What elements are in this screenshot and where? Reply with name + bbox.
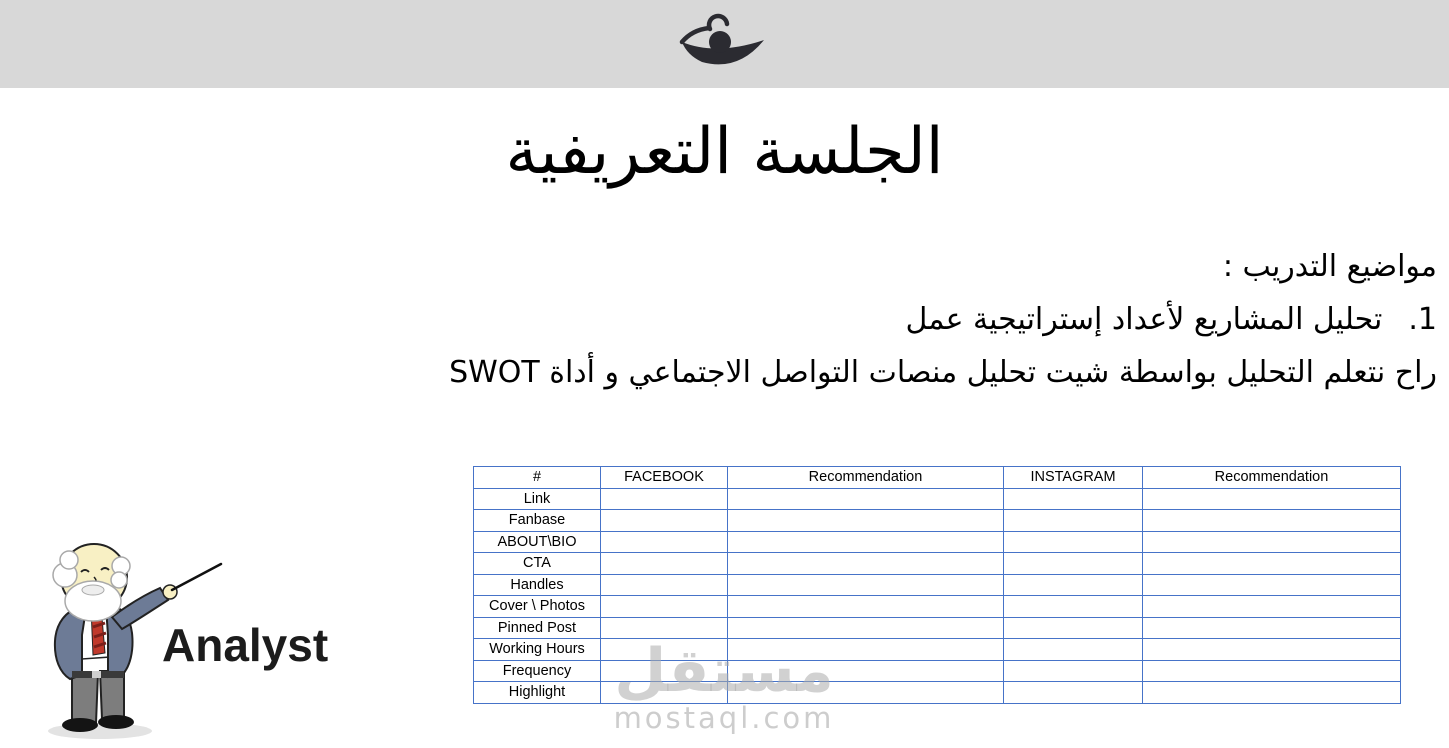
table-cell [601, 531, 728, 553]
table-cell [601, 617, 728, 639]
topics-heading: مواضيع التدريب : [1222, 249, 1437, 284]
table-cell [1143, 553, 1401, 575]
table-cell [601, 660, 728, 682]
table-row [474, 596, 1401, 618]
watermark-arabic: مستقل [614, 636, 834, 706]
column-header-recommendation-2: Recommendation [1143, 467, 1401, 489]
row-label: Link [474, 488, 601, 510]
table-row [474, 510, 1401, 532]
table-cell [1143, 639, 1401, 661]
row-label: Working Hours [474, 639, 601, 661]
table-cell [728, 553, 1004, 575]
row-label: Handles [474, 574, 601, 596]
table-cell [1143, 682, 1401, 704]
table-cell [1004, 682, 1143, 704]
row-label: CTA [474, 553, 601, 575]
row-label: Fanbase [474, 510, 601, 532]
page-title: الجلسة التعريفية [505, 115, 944, 189]
table-cell [601, 553, 728, 575]
eye-logo-icon [676, 6, 776, 78]
table-cell [601, 682, 728, 704]
table-row [474, 488, 1401, 510]
topic-text: تحليل المشاريع لأعداد إستراتيجية عمل [905, 302, 1383, 337]
table-cell [728, 617, 1004, 639]
column-header-facebook: FACEBOOK [601, 467, 728, 489]
analysis-sheet-table [473, 466, 1401, 704]
topic-number: 1. [1408, 302, 1437, 337]
table-cell [1143, 596, 1401, 618]
table-cell [1004, 660, 1143, 682]
table-cell [1004, 488, 1143, 510]
table-cell [1004, 531, 1143, 553]
table-cell [1143, 510, 1401, 532]
table-cell [1143, 488, 1401, 510]
table-cell [728, 488, 1004, 510]
table-cell [1004, 574, 1143, 596]
row-label: Highlight [474, 682, 601, 704]
topic-detail: راح نتعلم التحليل بواسطة شيت تحليل منصات التواصل الاجتماعي و أداة SWOT [449, 355, 1437, 390]
row-label: Pinned Post [474, 617, 601, 639]
table-row [474, 682, 1401, 704]
table-cell [1004, 553, 1143, 575]
table-cell [601, 510, 728, 532]
table-cell [601, 596, 728, 618]
topics-section [449, 240, 1437, 399]
table-header-row [474, 467, 1401, 489]
table-row [474, 639, 1401, 661]
table-row [474, 531, 1401, 553]
table-cell [601, 488, 728, 510]
table-cell [728, 660, 1004, 682]
table-cell [1143, 531, 1401, 553]
row-label: Cover \ Photos [474, 596, 601, 618]
table-cell [1143, 574, 1401, 596]
table-cell [1004, 617, 1143, 639]
column-header-hash: # [474, 467, 601, 489]
analyst-cartoon-icon [20, 535, 230, 745]
table-cell [1004, 639, 1143, 661]
table-cell [601, 574, 728, 596]
row-label: Frequency [474, 660, 601, 682]
analyst-label: Analyst [162, 619, 329, 671]
column-header-instagram: INSTAGRAM [1004, 467, 1143, 489]
top-banner [0, 0, 1449, 88]
column-header-recommendation-1: Recommendation [728, 467, 1004, 489]
table-cell [728, 639, 1004, 661]
table-cell [728, 574, 1004, 596]
topic-item [449, 293, 1437, 346]
row-label: ABOUT\BIO [474, 531, 601, 553]
table-cell [728, 682, 1004, 704]
table-row [474, 553, 1401, 575]
watermark-domain: mostaql.com [613, 701, 835, 735]
table-cell [1004, 596, 1143, 618]
table-row [474, 574, 1401, 596]
table-cell [601, 639, 728, 661]
table-row [474, 660, 1401, 682]
table-cell [1004, 510, 1143, 532]
table-cell [728, 531, 1004, 553]
table-cell [728, 510, 1004, 532]
table-cell [728, 596, 1004, 618]
table-row [474, 617, 1401, 639]
table-cell [1143, 617, 1401, 639]
table-cell [1143, 660, 1401, 682]
